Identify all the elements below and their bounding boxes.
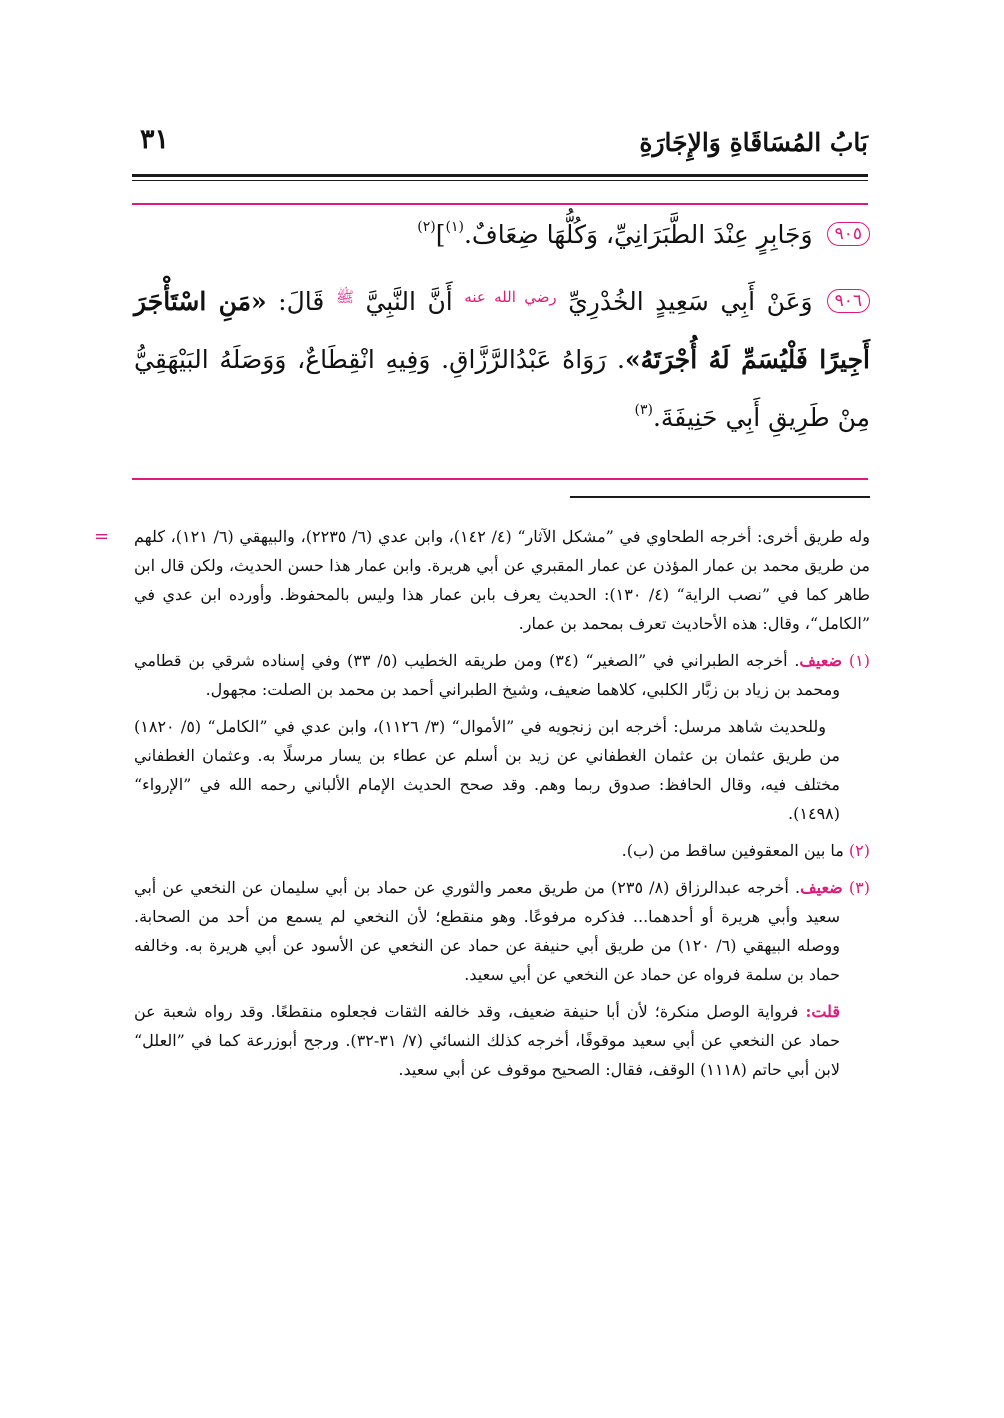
header-rule-thick (132, 174, 868, 177)
footnote-2 (134, 836, 870, 865)
weak-grade: ضعيف (800, 878, 843, 897)
footnote-ref: (٢) (417, 219, 436, 235)
radi-allahu-anhu-glyph: رضي الله عنه (464, 288, 557, 306)
hadith-box-top-rule (132, 203, 868, 205)
continuation-text: وله طريق أخرى: أخرجه الطحاوي في ”مشكل الآثار“ (٤/ ١٤٢)، وابن عدي (٦/ ٢٢٣٥)، والبيهقي (٦/ ١٢١)، كلهم من طريق محمد بن عمار المؤذن عن عمار المقبري عن أبي هريرة. وابن عمار هذا حسن الحديث، ولكن قال ابن طاهر كما في ”نصب الراية“ (٤/ ١٣٠): الحديث يعرف بابن عمار هذا وليس بالمحفوظ. وأورده ابن عدي في ”الكامل“، وقال: هذه الأحاديث تعرف بمحمد بن عمار. (134, 527, 871, 633)
hadith-text-part4: . رَوَاهُ عَبْدُالرَّزَّاقِ. وَفِيهِ انْقِطَاعٌ، وَوَصَلَهُ البَيْهَقِيُّ مِنْ طَرِيقِ أَبِي حَنِيفَةَ. (134, 345, 870, 432)
weak-grade: ضعيف (799, 651, 843, 670)
hadith-number: ٩٠٦ (827, 289, 870, 313)
closing-bracket: ] (435, 220, 446, 249)
continuation-mark: = (94, 526, 110, 547)
footnote-mark: (١) (848, 651, 870, 670)
salla-glyph: ﷺ (335, 288, 354, 306)
footnote-3 (134, 873, 870, 989)
footnote-separator (570, 496, 870, 498)
hadith-text-part3: قَالَ: (278, 287, 325, 316)
footnote-text: . أخرجه الطبراني في ”الصغير“ (٣٤) ومن طريقه الخطيب (٥/ ٣٣) وفي إسناده شرقي بن قطامي ومحمد بن زياد بن زبَّار الكلبي، كلاهما ضعيف، وشيخ الطبراني أحمد بن محمد بن الصلت: مجهول. (134, 651, 840, 699)
footnote-text: ما بين المعقوفين ساقط من (ب). (621, 841, 844, 860)
footnote-ref: (٣) (634, 402, 653, 418)
footnote-1-para2 (134, 712, 870, 828)
header-rule-thin (132, 180, 868, 181)
footnote-ref: (١) (445, 219, 464, 235)
chapter-title: بَابُ المُسَاقَاةِ وَالإِجَارَةِ (639, 128, 868, 157)
hadith-906 (134, 268, 870, 447)
footnote-mark: (٣) (848, 878, 870, 897)
prophetic-quote: «مَنِ اسْتَأْجَرَ أَجِيرًا فَلْيُسَمِّ لَهُ أُجْرَتَهُ» (134, 287, 870, 374)
footnote-text: . أخرجه عبدالرزاق (٨/ ٢٣٥) من طريق معمر والثوري عن حماد بن أبي سليمان عن النخعي عن أبي سعيد وأبي هريرة أو أحدهما... فذكره مرفوعًا. وهو منقطع؛ لأن النخعي لم يسمع من أحد من الصحابة. ووصله البيهقي (٦/ ١٢٠) من طريق أبي حنيفة عن حماد عن النخعي عن الأسود عن أبي هريرة به. وخالفه حماد بن سلمة فرواه عن حماد عن النخعي عن أبي سعيد. (134, 878, 841, 984)
footnotes (94, 522, 871, 1092)
footnote-continuation (94, 522, 871, 638)
footnote-text: وللحديث شاهد مرسل: أخرجه ابن زنجويه في ”الأموال“ (٣/ ١١٢٦)، وابن عدي في ”الكامل“ (٥/ ١٨٢٠) من طريق عثمان بن عثمان الغطفاني عن زيد بن أسلم عن عطاء بن يسار مرسلًا به. وعثمان الغطفاني مختلف فيه، وقال الحافظ: صدوق ربما وهم. وقد صحح الحديث الإمام الألباني رحمه الله في ”الإرواء“ (١٤٩٨). (134, 717, 840, 823)
hadith-text-part1: وَعَنْ أَبِي سَعِيدٍ الخُدْرِيِّ (568, 287, 813, 316)
page-number: ٣١ (140, 124, 170, 155)
footnote-text: فرواية الوصل منكرة؛ لأن أبا حنيفة ضعيف، وقد خالفه الثقات فجعلوه منقطعًا. وقد رواه شعبة عن حماد عن النخعي عن أبي سعيد موقوفًا، أخرجه كذلك النسائي (٧/ ٣١-٣٢). ورجح أبوزرعة كما في ”العلل“ لابن أبي حاتم (١١١٨) الوقف، فقال: الصحيح موقوف عن أبي سعيد. (134, 1002, 841, 1079)
qult-label: قلت: (805, 1002, 840, 1021)
hadith-number: ٩٠٥ (827, 222, 870, 246)
hadith-905 (134, 206, 870, 264)
footnote-3-para2 (134, 997, 870, 1084)
hadith-box-bottom-rule (132, 478, 868, 480)
page-header (132, 122, 868, 172)
hadith-text: وَجَابِرٍ عِنْدَ الطَّبَرَانِيِّ، وَكُلُّهَا ضِعَافٌ. (463, 220, 813, 249)
hadith-text-part2: أَنَّ النَّبِيَّ (365, 287, 453, 316)
footnote-1 (134, 646, 870, 704)
footnote-mark: (٢) (848, 841, 870, 860)
